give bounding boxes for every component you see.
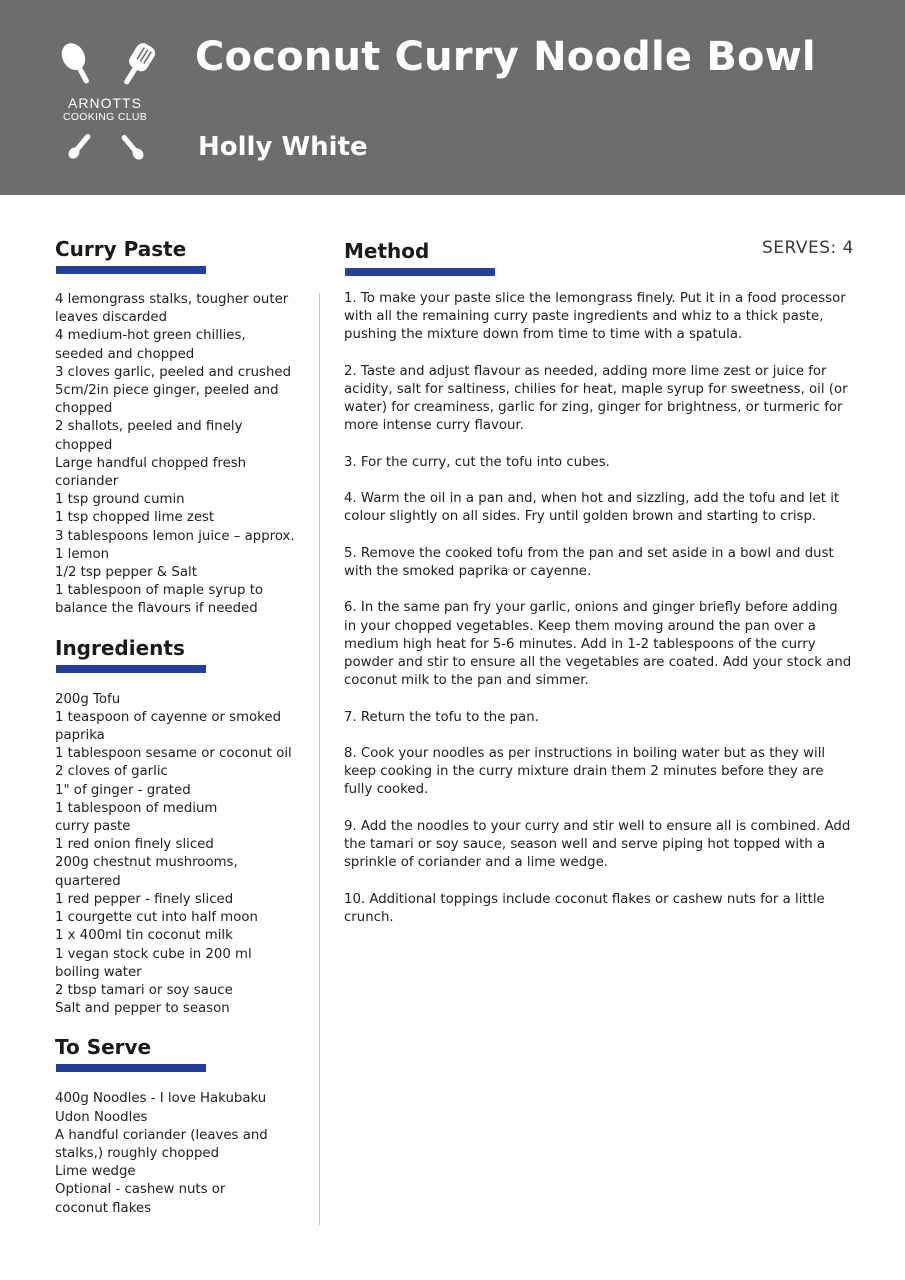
arnotts-cooking-club-logo: [52, 40, 162, 165]
method-step: 6. In the same pan fry your garlic, onions and ginger briefly before adding in your chopped vegetables. Keep them moving around the pan over a medium high heat for 5-6 minutes. Add in 1-2 tablespoons of the curry powder and stir to ensure all the vegetables are coated. Add your stock and coconut milk to the pan and simmer.: [344, 600, 852, 689]
method-steps: [344, 290, 854, 927]
curry-paste-section: [55, 234, 305, 619]
list-item: 1 tsp chopped lime zest: [55, 510, 215, 526]
heading-underline: [56, 1064, 206, 1072]
list-item: 1 courgette cut into half moon: [55, 910, 258, 926]
list-item: 1 tsp ground cumin: [55, 492, 185, 508]
list-item: chopped: [55, 437, 113, 453]
method-step: 3. For the curry, cut the tofu into cubes.: [344, 454, 610, 470]
list-item: 1 lemon: [55, 546, 110, 562]
list-item: boiling water: [55, 964, 142, 980]
logo-subtitle: COOKING CLUB: [62, 111, 148, 123]
method-step: 7. Return the tofu to the pan.: [344, 709, 539, 725]
logo-text: [52, 95, 158, 124]
method-step: 9. Add the noodles to your curry and stir well to ensure all is combined. Add the tamari or soy sauce, season well and serve piping hot topped with a sprinkle of coriander and a lime wedge.: [344, 818, 851, 871]
to-serve-list: [55, 1090, 305, 1217]
list-item: seeded and chopped: [55, 346, 195, 362]
ingredients-section: [55, 633, 305, 1019]
to-serve-heading: To Serve: [55, 1035, 152, 1060]
ingredients-list: [55, 691, 305, 1019]
list-item: 3 tablespoons lemon juice – approx.: [55, 528, 295, 544]
heading-underline: [56, 665, 206, 673]
list-item: 200g Tofu: [55, 691, 121, 707]
method-step: 8. Cook your noodles as per instructions in boiling water but as they will keep cooking in the curry mixture drain them 2 minutes before they are fully cooked.: [344, 745, 826, 798]
list-item: Salt and pepper to season: [55, 1001, 230, 1017]
logo-name: ARNOTTS: [68, 95, 142, 111]
list-item: 3 cloves garlic, peeled and crushed: [55, 364, 292, 380]
list-item: 1 tablespoon of maple syrup to: [55, 583, 264, 599]
list-item: 1 tablespoon sesame or coconut oil: [55, 746, 292, 762]
list-item: leaves discarded: [55, 310, 168, 326]
list-item: 400g Noodles - I love Hakubaku: [55, 1091, 267, 1107]
curry-paste-list: [55, 291, 305, 619]
list-item: paprika: [55, 728, 105, 744]
list-item: 4 lemongrass stalks, tougher outer: [55, 292, 289, 307]
list-item: quartered: [55, 873, 121, 889]
ingredients-heading: Ingredients: [55, 635, 185, 660]
recipe-title: Coconut Curry Noodle Bowl: [195, 34, 816, 80]
list-item: 1 vegan stock cube in 200 ml: [55, 946, 252, 962]
list-item: Large handful chopped fresh: [55, 455, 247, 471]
ingredients-column: [55, 234, 305, 1218]
method-step: 5. Remove the cooked tofu from the pan and set aside in a bowl and dust with the smoked paprika or cayenne.: [344, 545, 834, 579]
list-item: 1 tablespoon of medium: [55, 800, 218, 816]
serves-count: SERVES: 4: [761, 238, 854, 258]
method-heading: Method: [344, 239, 430, 263]
to-serve-section: [55, 1032, 305, 1217]
method-column: [344, 236, 854, 945]
list-item: 5cm/2in piece ginger, peeled and: [55, 383, 279, 399]
method-step: 2. Taste and adjust flavour as needed, adding more lime zest or juice for acidity, salt for saltiness, chilies for heat, maple syrup for sweetness, oil (or water) for creaminess, garlic for zing, ginger for brightness, or turmeric for more intense curry flavour.: [344, 363, 848, 434]
curry-paste-heading: Curry Paste: [55, 237, 187, 261]
heading-underline: [56, 266, 206, 274]
recipe-author: Holly White: [198, 132, 368, 162]
list-item: coriander: [55, 474, 119, 490]
list-item: 1 x 400ml tin coconut milk: [55, 928, 233, 944]
heading-underline: [345, 268, 495, 276]
list-item: 1" of ginger - grated: [55, 782, 191, 798]
list-item: coconut flakes: [55, 1200, 152, 1216]
list-item: Udon Noodles: [55, 1109, 148, 1125]
list-item: 2 tbsp tamari or soy sauce: [55, 982, 233, 998]
method-step: 1. To make your paste slice the lemongrass finely. Put it in a food processor with all the remaining curry paste ingredients and whiz to a thick paste, pushing the mixture down from time to time with a spatula.: [344, 291, 846, 343]
list-item: chopped: [55, 401, 113, 417]
method-step: 4. Warm the oil in a pan and, when hot and sizzling, add the tofu and let it colour slightly on all sides. Fry until golden brown and starting to crisp.: [344, 491, 840, 525]
method-step: 10. Additional toppings include coconut flakes or cashew nuts for a little crunch.: [344, 891, 825, 925]
list-item: 1/2 tsp pepper & Salt: [55, 565, 197, 581]
list-item: 4 medium-hot green chillies,: [55, 328, 246, 344]
list-item: 200g chestnut mushrooms,: [55, 855, 238, 871]
list-item: 2 shallots, peeled and finely: [55, 419, 243, 435]
column-divider: [319, 293, 320, 1225]
list-item: Lime wedge: [55, 1164, 136, 1180]
recipe-header: [0, 0, 905, 195]
list-item: 2 cloves of garlic: [55, 764, 168, 780]
list-item: curry paste: [55, 819, 131, 835]
list-item: Optional - cashew nuts or: [55, 1182, 226, 1198]
list-item: A handful coriander (leaves and: [55, 1127, 268, 1143]
list-item: stalks,) roughly chopped: [55, 1145, 220, 1161]
list-item: 1 teaspoon of cayenne or smoked: [55, 709, 282, 725]
list-item: balance the flavours if needed: [55, 601, 258, 617]
list-item: 1 red pepper - finely sliced: [55, 891, 234, 907]
list-item: 1 red onion finely sliced: [55, 837, 214, 853]
